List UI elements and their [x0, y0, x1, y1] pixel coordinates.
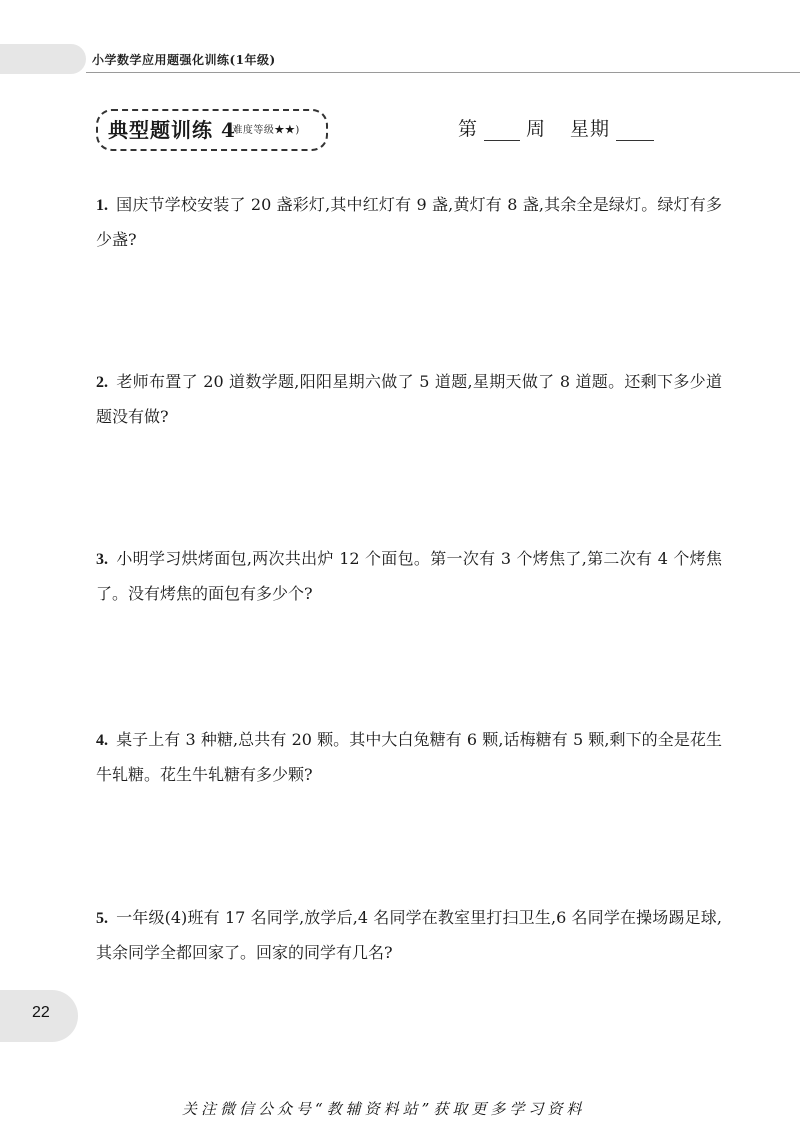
- header-divider: [86, 72, 800, 73]
- difficulty-label: (难度等级★★): [228, 125, 300, 136]
- question-number: 5.: [96, 910, 108, 927]
- weekday-label: 星期: [570, 118, 611, 140]
- question-text: 桌子上有 3 种糖,总共有 20 颗。其中大白兔糖有 6 颗,话梅糖有 5 颗,剩下的全是花生牛轧糖。花生牛轧糖有多少颗?: [96, 730, 722, 784]
- question-number: 3.: [96, 551, 108, 568]
- question-1: [96, 188, 722, 257]
- question-5: [96, 901, 722, 970]
- week-suffix: 周: [526, 118, 547, 140]
- question-4: [96, 723, 722, 792]
- question-text: 小明学习烘烤面包,两次共出炉 12 个面包。第一次有 3 个烤焦了,第二次有 4 个烤焦了。没有烤焦的面包有多少个?: [96, 549, 722, 603]
- week-day-row: [458, 114, 660, 141]
- question-text: 老师布置了 20 道数学题,阳阳星期六做了 5 道题,星期天做了 8 道题。还剩下多少道题没有做?: [96, 372, 722, 426]
- question-number: 4.: [96, 732, 108, 749]
- footer-note: 关注微信公众号“教辅资料站”获取更多学习资料: [182, 1100, 586, 1118]
- question-text: 一年级(4)班有 17 名同学,放学后,4 名同学在教室里打扫卫生,6 名同学在操场踢足球,其余同学全都回家了。回家的同学有几名?: [96, 908, 722, 962]
- question-text: 国庆节学校安装了 20 盏彩灯,其中红灯有 9 盏,黄灯有 8 盏,其余全是绿灯。绿灯有多少盏?: [96, 195, 722, 249]
- question-number: 2.: [96, 374, 108, 391]
- week-prefix: 第: [458, 118, 479, 140]
- section-title: 典型题训练 4: [108, 118, 236, 142]
- header-tab: [0, 44, 86, 74]
- weekday-blank[interactable]: [616, 122, 654, 141]
- page-number: 22: [32, 1004, 50, 1021]
- week-blank[interactable]: [484, 122, 520, 141]
- question-2: [96, 365, 722, 434]
- book-title: 小学数学应用题强化训练(1年级): [92, 53, 276, 67]
- question-number: 1.: [96, 197, 108, 214]
- question-3: [96, 542, 722, 611]
